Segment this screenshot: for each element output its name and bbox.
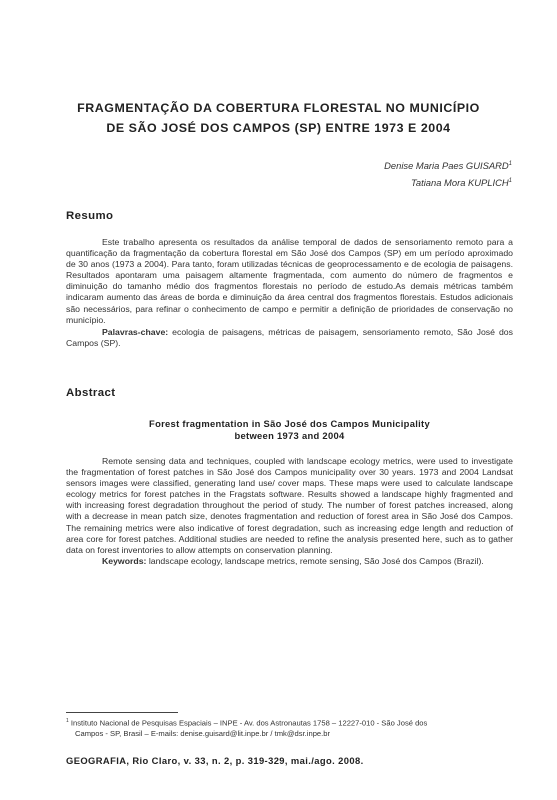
footnote	[66, 716, 516, 740]
affiliation-mark: 1	[508, 177, 512, 184]
abstract-subtitle	[66, 418, 513, 443]
author-name: Denise Maria Paes GUISARD	[384, 160, 509, 172]
paper-title	[40, 98, 517, 138]
resumo-heading: Resumo	[66, 210, 114, 222]
abstract-section	[66, 456, 513, 567]
author-list	[384, 157, 512, 190]
title-line-1: FRAGMENTAÇÃO DA COBERTURA FLORESTAL NO MUNICÍPIO	[77, 101, 480, 115]
footnote-mark: 1	[66, 718, 69, 724]
abstract-paragraph: Remote sensing data and techniques, coupled with landscape ecology metrics, were used to investigate the fragmentation of forest patches in São José dos Campos municipality over 30 years. 1973 and 2004 Landsat sensors images were classified, generating land use/ cover maps. These maps were used to calculate landscape ecology metrics for forest patches in the Fragstats software. Results showed a landscape highly fragmented and with increasing forest degradation throughout the period of study. The number of forest patches increased, along with a decrease in mean patch size, denotes fragmentation and reduction of forest area in São José dos Campos. The remaining metrics were also indicative of forest degradation, such as increasing edge length and reduction of area core for forest patches. Additional studies are needed to refine the analysis presented here, such as to gather data on forest inventories to allow attempts on conservation planning.	[66, 456, 513, 555]
author-2	[384, 174, 512, 191]
author-1	[384, 157, 512, 174]
keywords-label: Palavras-chave:	[102, 326, 169, 337]
resumo-keywords	[66, 327, 513, 349]
footnote-line-1	[66, 716, 516, 729]
keywords-text: ecologia de paisagens, métricas de paisagem, sensoriamento remoto, São José dos Campos (SP).	[66, 326, 513, 348]
footnote-divider	[66, 712, 178, 713]
subtitle-line-1: Forest fragmentation in São José dos Campos Municipality	[149, 418, 430, 429]
footnote-text: Instituto Nacional de Pesquisas Espaciais – INPE - Av. dos Astronautas 1758 – 12227-010 - São José dos	[70, 718, 428, 728]
abstract-heading: Abstract	[66, 387, 116, 399]
author-name: Tatiana Mora KUPLICH	[411, 176, 509, 188]
resumo-paragraph: Este trabalho apresenta os resultados da análise temporal de dados de sensoriamento remoto para a quantificação da fragmentação da cobertura florestal em São José dos Campos (SP) em um período aproximado de 30 anos (1973 a 2004). Para tanto, foram utilizadas técnicas de geoprocessamento e de ecologia de paisagens. Resultados apontaram uma paisagem altamente fragmentada, com aumento do número de fragmentos e diminuição do tamanho médio dos fragmentos florestais no período de estudo.As demais métricas também indicaram aumento das áreas de borda e diminuição da área central dos fragmentos florestais. Estudos adicionais são necessários, para refinar o conhecimento de campo e permitir a definição de prioridades de conservação no município.	[66, 237, 513, 325]
keywords-text: landscape ecology, landscape metrics, remote sensing, São José dos Campos (Brazil).	[148, 555, 484, 566]
subtitle-line-2: between 1973 and 2004	[234, 430, 345, 442]
affiliation-mark: 1	[508, 161, 512, 167]
title-line-2: DE SÃO JOSÉ DOS CAMPOS (SP) ENTRE 1973 E 2004	[106, 121, 451, 135]
keywords-label: Keywords:	[102, 555, 147, 566]
footnote-line-2: Campos - SP, Brasil – E-mails: denise.guisard@lit.inpe.br / tmk@dsr.inpe.br	[75, 729, 331, 739]
resumo-section	[66, 237, 513, 349]
abstract-keywords	[66, 556, 513, 567]
journal-citation: GEOGRAFIA, Rio Claro, v. 33, n. 2, p. 319-329, mai./ago. 2008.	[66, 755, 364, 766]
